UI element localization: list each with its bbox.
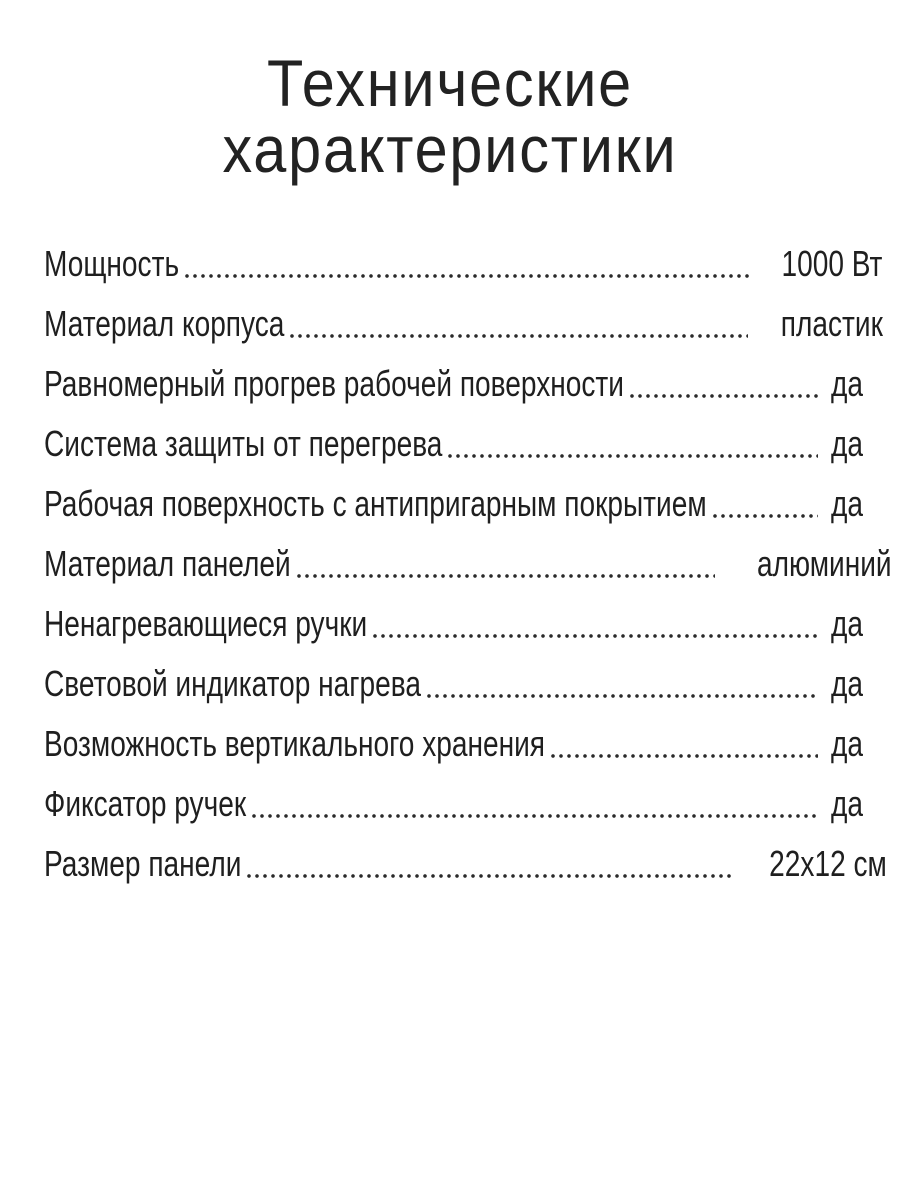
spec-label: Возможность вертикального хранения bbox=[44, 723, 546, 764]
spec-label: Мощность bbox=[44, 243, 180, 284]
spec-value: 22x12 см bbox=[769, 843, 888, 884]
page-title bbox=[0, 46, 900, 186]
spec-value: да bbox=[831, 363, 864, 404]
spec-row-vertical-storage bbox=[44, 714, 864, 774]
spec-value: алюминий bbox=[757, 543, 892, 584]
dotted-leader bbox=[425, 692, 818, 700]
dotted-leader bbox=[628, 392, 818, 400]
dotted-leader bbox=[245, 872, 732, 880]
dotted-leader bbox=[371, 632, 818, 640]
spec-row-overheat-protection bbox=[44, 414, 864, 474]
dotted-leader bbox=[711, 512, 818, 520]
spec-label: Материал корпуса bbox=[44, 303, 285, 344]
spec-value: да bbox=[831, 603, 864, 644]
spec-row-even-heating bbox=[44, 354, 864, 414]
spec-value: да bbox=[831, 783, 864, 824]
dotted-leader bbox=[250, 812, 818, 820]
spec-value: да bbox=[831, 483, 864, 524]
dotted-leader bbox=[295, 572, 716, 580]
spec-label: Материал панелей bbox=[44, 543, 291, 584]
spec-row-heat-indicator bbox=[44, 654, 864, 714]
spec-row-handle-lock bbox=[44, 774, 864, 834]
spec-label: Равномерный прогрев рабочей поверхности bbox=[44, 363, 624, 404]
spec-value: 1000 Вт bbox=[781, 243, 883, 284]
spec-label: Световой индикатор нагрева bbox=[44, 663, 421, 704]
spec-value: да bbox=[831, 423, 864, 464]
dotted-leader bbox=[288, 332, 748, 340]
spec-value: да bbox=[831, 723, 864, 764]
spec-row-nonstick-coating bbox=[44, 474, 864, 534]
title-line-2: характеристики bbox=[222, 112, 678, 186]
spec-label: Рабочая поверхность с антипригарным покрытием bbox=[44, 483, 707, 524]
spec-label: Ненагревающиеся ручки bbox=[44, 603, 368, 644]
spec-value: пластик bbox=[780, 303, 883, 344]
dotted-leader bbox=[446, 452, 818, 460]
spec-row-panel-material bbox=[44, 534, 892, 594]
spec-row-panel-size bbox=[44, 834, 888, 894]
dotted-leader bbox=[183, 272, 749, 280]
spec-label: Система защиты от перегрева bbox=[44, 423, 443, 464]
spec-value: да bbox=[831, 663, 864, 704]
spec-label: Фиксатор ручек bbox=[44, 783, 247, 824]
spec-row-cool-handles bbox=[44, 594, 864, 654]
dotted-leader bbox=[549, 752, 818, 760]
title-line-1: Технические bbox=[266, 46, 634, 120]
spec-label: Размер панели bbox=[44, 843, 242, 884]
spec-row-power bbox=[44, 234, 883, 294]
specs-list bbox=[44, 234, 892, 894]
spec-row-body-material bbox=[44, 294, 883, 354]
